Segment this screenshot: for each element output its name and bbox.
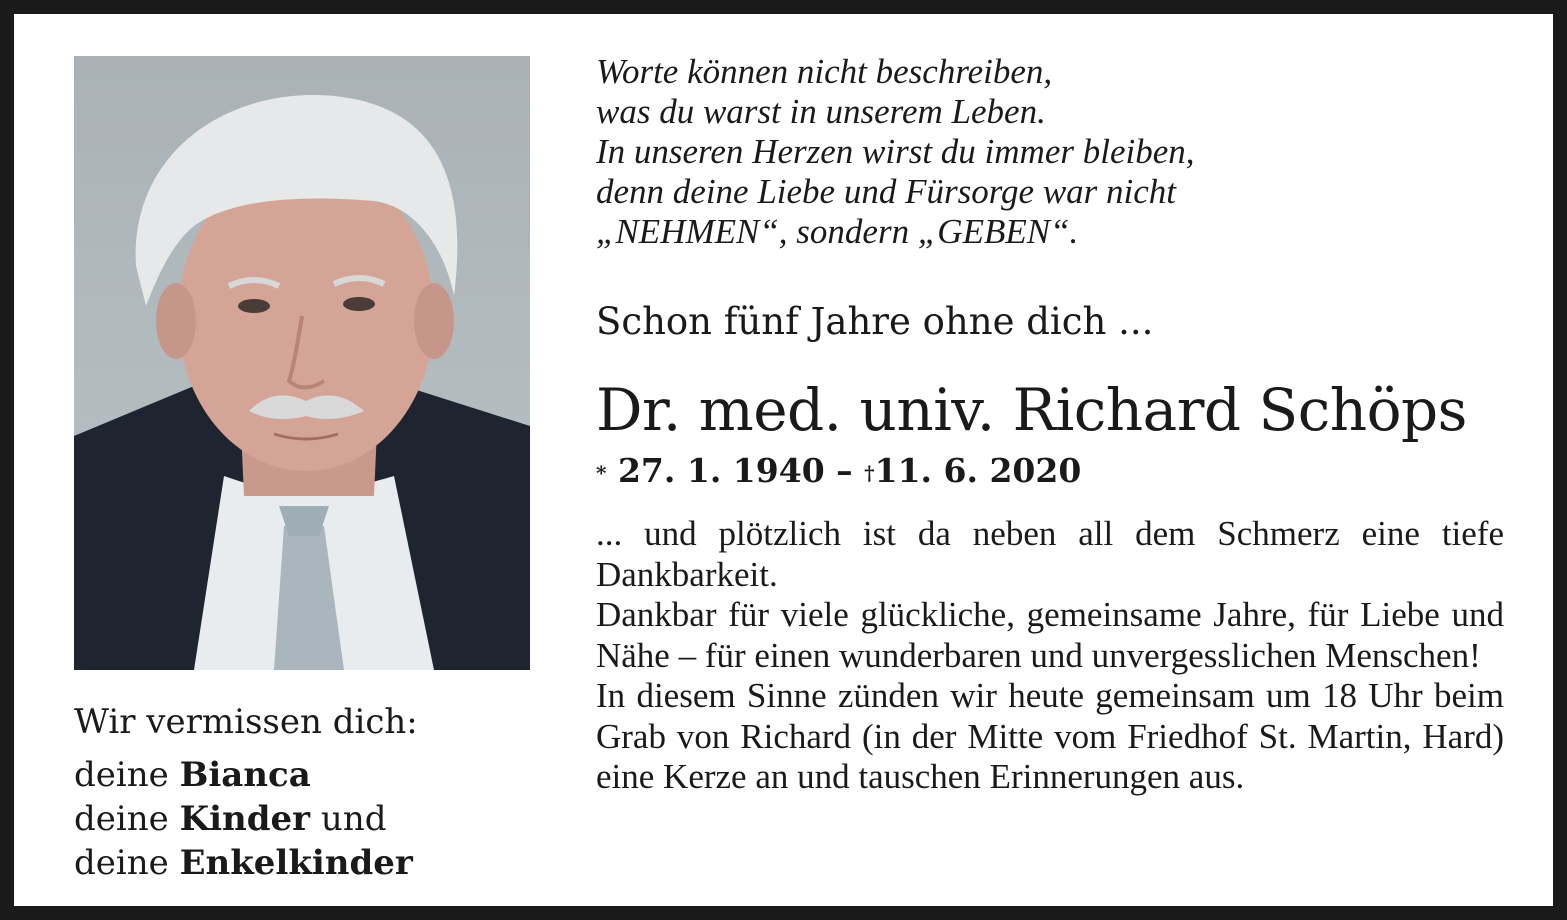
poem-line: Worte können nicht beschreiben, xyxy=(596,52,1053,91)
poem-line: was du warst in unserem Leben. xyxy=(596,92,1046,131)
subtitle: Schon fünf Jahre ohne dich ... xyxy=(596,300,1154,343)
birth-symbol: * xyxy=(596,461,607,485)
body-paragraph: ... und plötzlich ist da neben all dem Schmerz eine tiefe Dankbarkeit. xyxy=(596,514,1504,594)
poem-line: denn deine Liebe und Fürsorge war nicht xyxy=(596,172,1177,211)
family-prefix: deine xyxy=(74,843,180,883)
miss-heading: Wir vermissen dich: xyxy=(74,702,418,742)
family-prefix: deine xyxy=(74,799,180,839)
body-paragraph: In diesem Sinne zünden wir heute gemeinsam um 18 Uhr beim Grab von Richard (in der Mitte vom Friedhof St. Martin, Hard) eine Kerze an und tauschen Erinnerungen aus. xyxy=(596,676,1504,796)
poem-line: „NEHMEN“, sondern „GEBEN“. xyxy=(596,212,1079,251)
family-prefix: deine xyxy=(74,755,180,795)
family-member: Enkelkinder xyxy=(179,843,413,883)
family-suffix: und xyxy=(310,799,387,839)
life-dates xyxy=(596,450,1081,492)
body-text xyxy=(596,514,1504,798)
date-separator: – xyxy=(824,451,865,490)
poem xyxy=(596,52,1496,252)
portrait-image xyxy=(74,56,530,670)
body-paragraph: Dankbar für viele glückliche, gemeinsame Jahre, für Liebe und Nähe – für einen wunderbaren und unvergesslichen Menschen! xyxy=(596,595,1504,675)
deceased-name: Dr. med. univ. Richard Schöps xyxy=(596,376,1467,444)
family-line xyxy=(74,841,413,885)
family-list xyxy=(74,753,413,885)
family-line xyxy=(74,753,413,797)
family-member: Kinder xyxy=(179,799,311,839)
death-date: 11. 6. 2020 xyxy=(874,451,1082,490)
family-member: Bianca xyxy=(179,755,311,795)
portrait-photo xyxy=(74,56,530,670)
death-symbol: † xyxy=(864,461,875,485)
poem-line: In unseren Herzen wirst du immer bleiben, xyxy=(596,132,1195,171)
birth-date: 27. 1. 1940 xyxy=(617,451,825,490)
family-line xyxy=(74,797,413,841)
